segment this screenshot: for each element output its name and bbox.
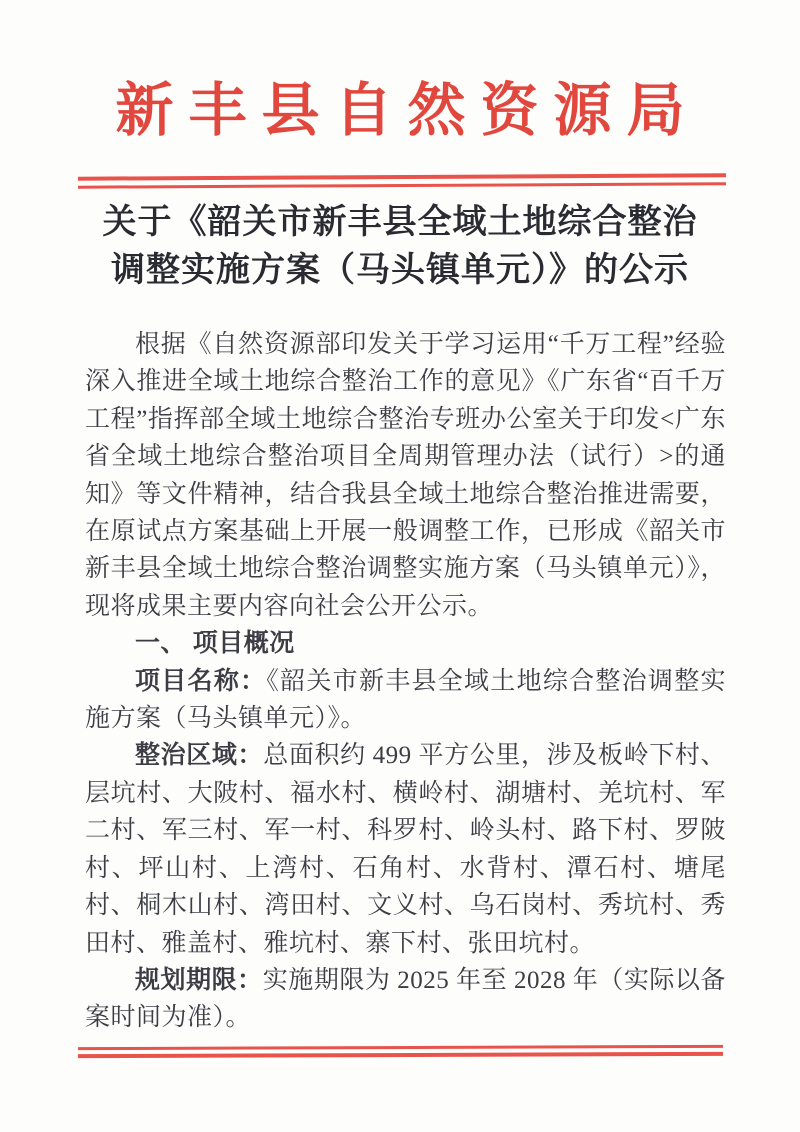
label-remediation-area: 整治区域： (135, 742, 264, 770)
document-body (85, 326, 726, 1037)
text-planning-period: 实施期限为 2025 年至 2028 年（实际以备案时间为准）。 (85, 966, 726, 1032)
header-double-rule (78, 173, 726, 188)
document-title (0, 199, 800, 295)
red-rule-line (78, 173, 726, 180)
footer-double-rule (78, 1045, 723, 1058)
label-planning-period: 规划期限： (135, 966, 263, 994)
text-remediation-area: 总面积约 499 平方公里，涉及板岭下村、层坑村、大陂村、福水村、横岭村、湖塘村、羌坑村、军二村、军三村、军一村、科罗村、岭头村、路下村、罗陂村、坪山村、上湾村、石角村、水背村、潭石村、塘尾村、桐木山村、湾田村、文义村、乌石岗村、秀坑村、秀田村、雅盖村、雅坑村、寨下村、张田坑村。 (85, 742, 726, 957)
agency-masthead: 新丰县自然资源局 (115, 78, 700, 143)
red-rule-line (78, 1051, 723, 1057)
paragraph-legal-basis: 根据《自然资源部印发关于学习运用“千万工程”经验深入推进全域土地综合整治工作的意见》《广东省“百千万工程”指挥部全域土地综合整治专班办公室关于印发<广东省全域土地综合整治项目全周期管理办法（试行）>的通知》等文件精神，结合我县全域土地综合整治推进需要，在原试点方案基础上开展一般调整工作，已形成《韶关市新丰县全域土地综合整治调整实施方案（马头镇单元）》，现将成果主要内容向社会公开公示。 (85, 331, 726, 620)
red-rule-line (78, 1045, 723, 1050)
red-rule-line (78, 182, 726, 188)
paragraph-project-name (85, 663, 726, 738)
paragraph-remediation-area (85, 737, 726, 961)
text-project-name: 《韶关市新丰县全域土地综合整治调整实施方案（马头镇单元）》。 (85, 667, 726, 733)
document-title-line1: 关于《韶关市新丰县全域土地综合整治 (102, 204, 698, 241)
paragraph-planning-period (85, 962, 726, 1037)
document-title-line2: 调整实施方案（马头镇单元）》的公示 (111, 252, 689, 289)
section-heading-project-overview: 一、 项目概况 (135, 630, 295, 658)
label-project-name: 项目名称： (135, 667, 267, 695)
